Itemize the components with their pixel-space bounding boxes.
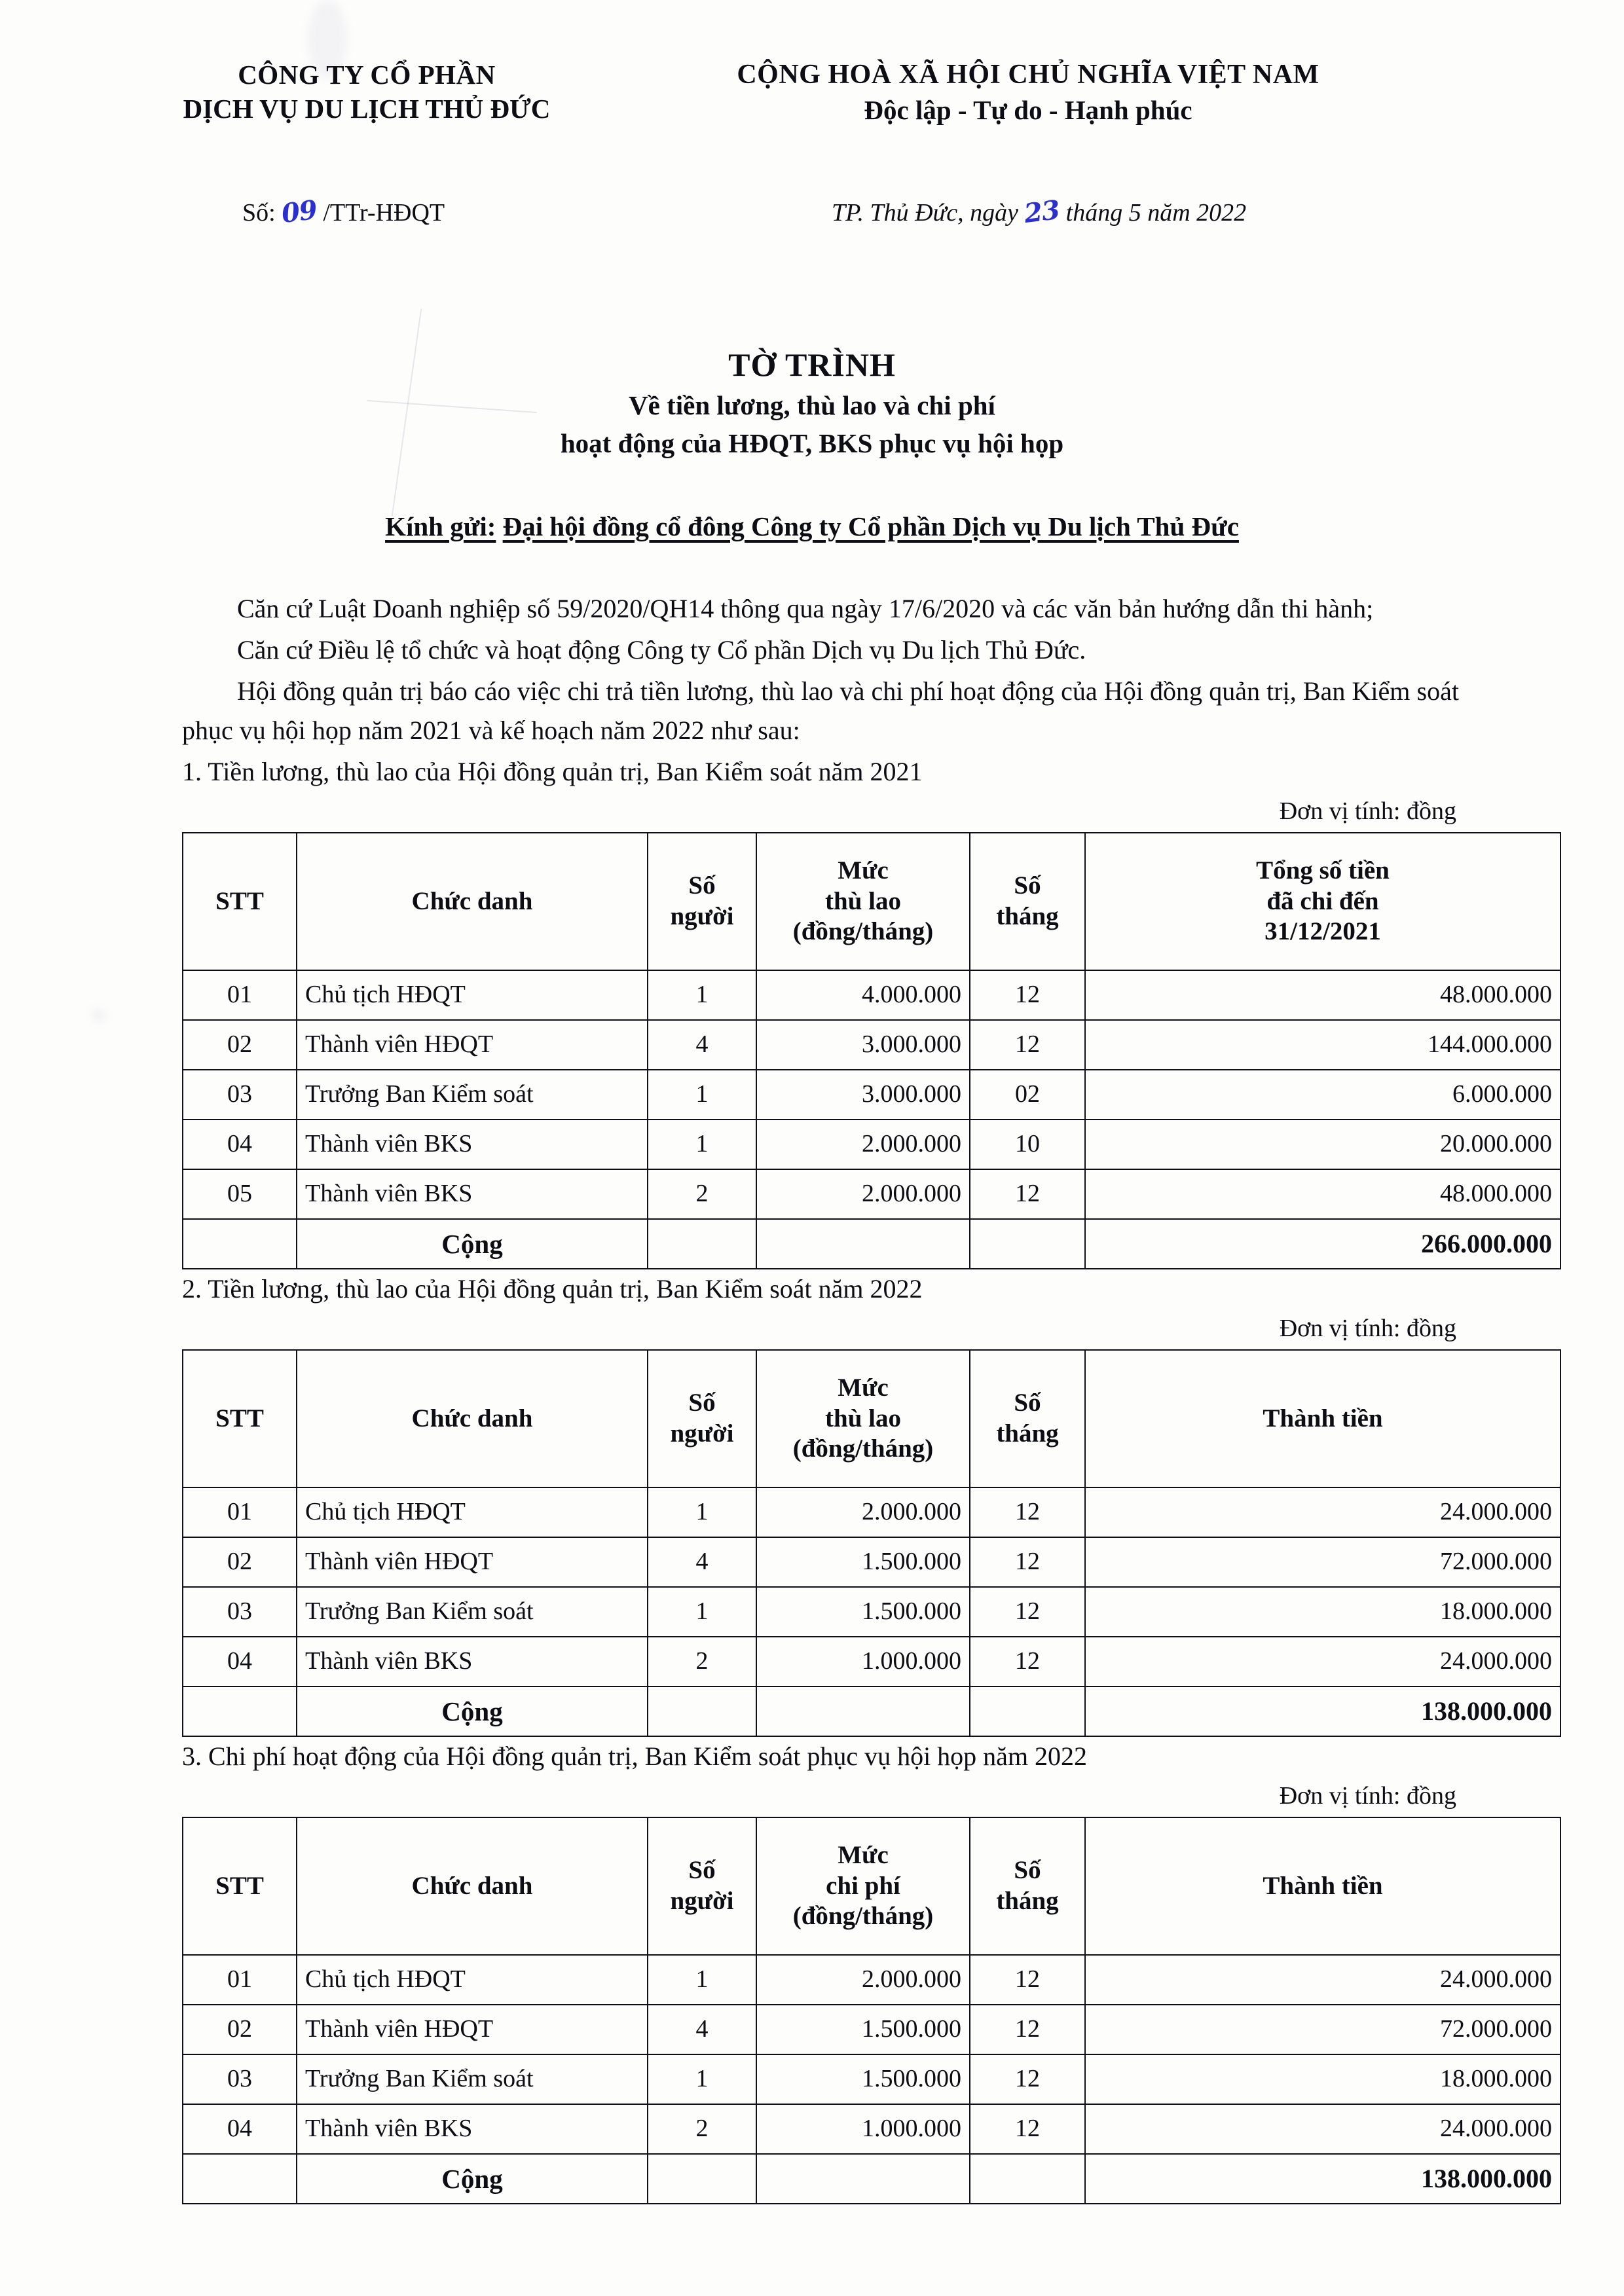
col-amount: Thành tiền xyxy=(1085,1817,1560,1955)
table-header-row xyxy=(183,1350,1560,1487)
table-row xyxy=(183,1070,1560,1120)
cell-stt: 01 xyxy=(183,1487,297,1537)
cell-total-rate-blank xyxy=(756,2154,970,2204)
cell-qty: 1 xyxy=(648,1120,756,1169)
national-motto-text: Độc lập - Tự do - Hạnh phúc xyxy=(864,94,1192,125)
cell-stt: 04 xyxy=(183,2104,297,2154)
cell-total-months-blank xyxy=(970,2154,1085,2204)
cell-role: Thành viên BKS xyxy=(297,2104,648,2154)
company-header xyxy=(0,58,655,127)
page-title: TỜ TRÌNH xyxy=(728,346,896,383)
cell-role: Trưởng Ban Kiểm soát xyxy=(297,2054,648,2104)
table-header xyxy=(183,833,1560,970)
table-row xyxy=(183,1487,1560,1537)
cell-role: Chủ tịch HĐQT xyxy=(297,970,648,1020)
cell-months: 12 xyxy=(970,1637,1085,1686)
cell-qty: 1 xyxy=(648,1487,756,1537)
table-row xyxy=(183,1587,1560,1637)
cell-total-rate-blank xyxy=(756,1686,970,1736)
table-body xyxy=(183,1955,1560,2204)
cell-stt: 03 xyxy=(183,1587,297,1637)
national-header xyxy=(655,58,1572,127)
col-months-line2: tháng xyxy=(996,1419,1059,1448)
cell-amount: 24.000.000 xyxy=(1085,1955,1560,2005)
section-2-unit-note: Đơn vị tính: đồng xyxy=(1279,1315,1456,1343)
col-amount xyxy=(1085,833,1560,970)
document-date xyxy=(733,194,1624,230)
cell-total-stt-blank xyxy=(183,1219,297,1269)
cell-rate: 1.500.000 xyxy=(756,1537,970,1587)
cell-amount: 18.000.000 xyxy=(1085,1587,1560,1637)
col-quantity-line1: Số xyxy=(688,1856,716,1885)
cell-months: 12 xyxy=(970,1587,1085,1637)
cell-qty: 4 xyxy=(648,1020,756,1070)
cell-total-qty-blank xyxy=(648,1219,756,1269)
col-rate-line1: Mức xyxy=(838,1373,889,1402)
cell-amount: 48.000.000 xyxy=(1085,1169,1560,1219)
document-meta-row xyxy=(0,194,1624,230)
cell-qty: 4 xyxy=(648,2005,756,2054)
document-date-suffix: tháng 5 năm 2022 xyxy=(1065,199,1247,227)
col-months-line2: tháng xyxy=(996,902,1059,930)
col-role: Chức danh xyxy=(297,1817,648,1955)
document-number xyxy=(0,194,733,230)
cell-rate: 1.500.000 xyxy=(756,1587,970,1637)
document-number-handwritten: 09 xyxy=(280,194,319,230)
company-name-line2 xyxy=(79,92,655,126)
cell-stt: 01 xyxy=(183,970,297,1020)
col-rate-line2: chi phí xyxy=(826,1871,900,1900)
cell-rate: 1.500.000 xyxy=(756,2005,970,2054)
col-role: Chức danh xyxy=(297,1350,648,1487)
cell-role: Chủ tịch HĐQT xyxy=(297,1487,648,1537)
cell-role: Trưởng Ban Kiểm soát xyxy=(297,1070,648,1120)
cell-total-stt-blank xyxy=(183,1686,297,1736)
cell-qty: 2 xyxy=(648,1169,756,1219)
table-row xyxy=(183,2054,1560,2104)
cell-rate: 2.000.000 xyxy=(756,1955,970,2005)
cell-total-months-blank xyxy=(970,1686,1085,1736)
cell-qty: 2 xyxy=(648,2104,756,2154)
col-months-line1: Số xyxy=(1014,871,1041,900)
cell-role: Thành viên BKS xyxy=(297,1637,648,1686)
table-row xyxy=(183,2104,1560,2154)
table-total-row xyxy=(183,2154,1560,2204)
col-role: Chức danh xyxy=(297,833,648,970)
cell-stt: 05 xyxy=(183,1169,297,1219)
cell-stt: 04 xyxy=(183,1637,297,1686)
col-quantity-line2: người xyxy=(670,1419,734,1448)
cell-amount: 144.000.000 xyxy=(1085,1020,1560,1070)
cell-total-label: Cộng xyxy=(297,2154,648,2204)
table-row xyxy=(183,1537,1560,1587)
body-paragraph-3: Hội đồng quản trị báo cáo việc chi trả tiền lương, thù lao và chi phí hoạt động của Hội đồng quản trị, Ban Kiểm soát phục vụ hội họp năm 2021 và kế hoạch năm 2022 như sau: xyxy=(182,676,1459,746)
col-rate-line3: (đồng/tháng) xyxy=(792,1434,934,1463)
document-date-handwritten-day: 23 xyxy=(1022,194,1061,230)
table-body xyxy=(183,970,1560,1269)
cell-rate: 2.000.000 xyxy=(756,1120,970,1169)
cell-qty: 1 xyxy=(648,2054,756,2104)
section-3-table-wrapper xyxy=(182,1817,1552,2204)
cell-role: Thành viên HĐQT xyxy=(297,2005,648,2054)
cell-total-rate-blank xyxy=(756,1219,970,1269)
cell-months: 12 xyxy=(970,1487,1085,1537)
cell-months: 12 xyxy=(970,2104,1085,2154)
cell-role: Thành viên BKS xyxy=(297,1169,648,1219)
table-total-row xyxy=(183,1686,1560,1736)
cell-total-stt-blank xyxy=(183,2154,297,2204)
cell-stt: 01 xyxy=(183,1955,297,2005)
col-quantity xyxy=(648,1350,756,1487)
col-months xyxy=(970,1350,1085,1487)
operating-cost-table-2022 xyxy=(182,1817,1561,2204)
col-amount-line2: đã chi đến xyxy=(1266,886,1379,915)
cell-months: 12 xyxy=(970,2054,1085,2104)
cell-amount: 24.000.000 xyxy=(1085,1487,1560,1537)
cell-total-label: Cộng xyxy=(297,1219,648,1269)
cell-rate: 2.000.000 xyxy=(756,1487,970,1537)
recipient-label: Kính gửi: xyxy=(385,511,496,541)
cell-rate: 1.500.000 xyxy=(756,2054,970,2104)
cell-role: Trưởng Ban Kiểm soát xyxy=(297,1587,648,1637)
company-name-line2-text: DỊCH VỤ DU LỊCH THỦ ĐỨC xyxy=(183,94,551,124)
cell-amount: 48.000.000 xyxy=(1085,970,1560,1020)
col-stt: STT xyxy=(183,833,297,970)
cell-months: 10 xyxy=(970,1120,1085,1169)
section-2-heading: 2. Tiền lương, thù lao của Hội đồng quản trị, Ban Kiểm soát năm 2022 xyxy=(182,1274,923,1304)
cell-amount: 20.000.000 xyxy=(1085,1120,1560,1169)
table-header-row xyxy=(183,1817,1560,1955)
table-row xyxy=(183,1020,1560,1070)
col-rate-line3: (đồng/tháng) xyxy=(792,1902,934,1931)
cell-amount: 72.000.000 xyxy=(1085,2005,1560,2054)
col-amount: Thành tiền xyxy=(1085,1350,1560,1487)
company-name-line1: CÔNG TY CỔ PHẦN xyxy=(238,60,496,90)
table-row xyxy=(183,2005,1560,2054)
cell-total-qty-blank xyxy=(648,1686,756,1736)
remuneration-table-2022 xyxy=(182,1349,1561,1737)
cell-months: 12 xyxy=(970,1955,1085,2005)
cell-qty: 1 xyxy=(648,1587,756,1637)
col-quantity-line1: Số xyxy=(688,871,716,900)
table-row xyxy=(183,970,1560,1020)
cell-months: 02 xyxy=(970,1070,1085,1120)
col-months xyxy=(970,1817,1085,1955)
col-rate-line1: Mức xyxy=(838,1840,889,1869)
cell-total-months-blank xyxy=(970,1219,1085,1269)
document-body xyxy=(182,589,1552,2204)
cell-rate: 4.000.000 xyxy=(756,970,970,1020)
col-rate xyxy=(756,1350,970,1487)
national-motto xyxy=(655,93,1401,127)
col-amount-line1: Tổng số tiền xyxy=(1256,856,1390,884)
col-stt: STT xyxy=(183,1350,297,1487)
body-paragraph-1: Căn cứ Luật Doanh nghiệp số 59/2020/QH14 thông qua ngày 17/6/2020 và các văn bản hướng dẫn thi hành; xyxy=(237,594,1374,623)
col-amount-line3: 31/12/2021 xyxy=(1264,917,1381,946)
cell-total-amount: 266.000.000 xyxy=(1085,1219,1560,1269)
cell-qty: 1 xyxy=(648,1955,756,2005)
col-rate xyxy=(756,1817,970,1955)
cell-qty: 1 xyxy=(648,970,756,1020)
cell-stt: 03 xyxy=(183,2054,297,2104)
cell-rate: 1.000.000 xyxy=(756,1637,970,1686)
cell-qty: 1 xyxy=(648,1070,756,1120)
cell-total-amount: 138.000.000 xyxy=(1085,2154,1560,2204)
cell-total-label: Cộng xyxy=(297,1686,648,1736)
cell-total-qty-blank xyxy=(648,2154,756,2204)
col-quantity-line1: Số xyxy=(688,1389,716,1417)
section-2-table-wrapper xyxy=(182,1349,1552,1737)
col-rate-line1: Mức xyxy=(838,856,889,884)
document-date-prefix: TP. Thủ Đức, ngày xyxy=(832,199,1018,227)
table-row xyxy=(183,1955,1560,2005)
section-1-unit-note: Đơn vị tính: đồng xyxy=(1279,797,1456,826)
col-rate-line2: thù lao xyxy=(825,886,901,915)
section-1-table-wrapper xyxy=(182,832,1552,1269)
cell-total-amount: 138.000.000 xyxy=(1085,1686,1560,1736)
cell-amount: 72.000.000 xyxy=(1085,1537,1560,1587)
cell-qty: 4 xyxy=(648,1537,756,1587)
col-rate-line2: thù lao xyxy=(825,1404,901,1432)
col-quantity xyxy=(648,833,756,970)
cell-months: 12 xyxy=(970,1169,1085,1219)
body-paragraph-2: Căn cứ Điều lệ tổ chức và hoạt động Công ty Cổ phần Dịch vụ Du lịch Thủ Đức. xyxy=(237,634,1086,665)
cell-months: 12 xyxy=(970,2005,1085,2054)
col-months-line1: Số xyxy=(1014,1389,1041,1417)
section-3-heading: 3. Chi phí hoạt động của Hội đồng quản trị, Ban Kiểm soát phục vụ hội họp năm 2022 xyxy=(182,1741,1088,1772)
table-body xyxy=(183,1487,1560,1736)
cell-months: 12 xyxy=(970,1537,1085,1587)
cell-stt: 02 xyxy=(183,2005,297,2054)
cell-months: 12 xyxy=(970,970,1085,1020)
table-row xyxy=(183,1169,1560,1219)
title-block xyxy=(0,344,1624,462)
table-row xyxy=(183,1637,1560,1686)
cell-stt: 02 xyxy=(183,1537,297,1587)
col-months-line2: tháng xyxy=(996,1887,1059,1916)
cell-amount: 24.000.000 xyxy=(1085,1637,1560,1686)
recipient-name: Đại hội đồng cổ đông Công ty Cổ phần Dịch vụ Du lịch Thủ Đức xyxy=(502,511,1239,541)
remuneration-table-2021 xyxy=(182,832,1561,1269)
col-quantity-line2: người xyxy=(670,1887,734,1916)
cell-qty: 2 xyxy=(648,1637,756,1686)
col-months-line1: Số xyxy=(1014,1856,1041,1885)
table-header xyxy=(183,1350,1560,1487)
table-header xyxy=(183,1817,1560,1955)
page-subtitle-line2: hoạt động của HĐQT, BKS phục vụ hội họp xyxy=(560,428,1064,459)
cell-amount: 24.000.000 xyxy=(1085,2104,1560,2154)
document-number-suffix: /TTr-HĐQT xyxy=(323,199,445,227)
cell-rate: 2.000.000 xyxy=(756,1169,970,1219)
section-3-unit-note: Đơn vị tính: đồng xyxy=(1279,1782,1456,1810)
cell-rate: 3.000.000 xyxy=(756,1020,970,1070)
scan-smudge-2 xyxy=(92,1008,106,1023)
table-header-row xyxy=(183,833,1560,970)
col-quantity xyxy=(648,1817,756,1955)
col-rate-line3: (đồng/tháng) xyxy=(792,917,934,946)
col-quantity-line2: người xyxy=(670,902,734,930)
col-rate xyxy=(756,833,970,970)
table-total-row xyxy=(183,1219,1560,1269)
cell-amount: 6.000.000 xyxy=(1085,1070,1560,1120)
document-number-label: Số: xyxy=(242,199,276,227)
cell-role: Thành viên BKS xyxy=(297,1120,648,1169)
cell-months: 12 xyxy=(970,1020,1085,1070)
col-months xyxy=(970,833,1085,970)
national-title: CỘNG HOÀ XÃ HỘI CHỦ NGHĨA VIỆT NAM xyxy=(737,60,1320,90)
cell-role: Thành viên HĐQT xyxy=(297,1537,648,1587)
cell-stt: 04 xyxy=(183,1120,297,1169)
cell-stt: 03 xyxy=(183,1070,297,1120)
page-subtitle-line1: Về tiền lương, thù lao và chi phí xyxy=(629,390,995,420)
col-stt: STT xyxy=(183,1817,297,1955)
cell-rate: 1.000.000 xyxy=(756,2104,970,2154)
cell-stt: 02 xyxy=(183,1020,297,1070)
section-1-heading: 1. Tiền lương, thù lao của Hội đồng quản trị, Ban Kiểm soát năm 2021 xyxy=(182,757,923,787)
cell-rate: 3.000.000 xyxy=(756,1070,970,1120)
cell-amount: 18.000.000 xyxy=(1085,2054,1560,2104)
table-row xyxy=(183,1120,1560,1169)
document-header xyxy=(0,58,1624,127)
cell-role: Chủ tịch HĐQT xyxy=(297,1955,648,2005)
recipient-line xyxy=(0,511,1624,542)
cell-role: Thành viên HĐQT xyxy=(297,1020,648,1070)
